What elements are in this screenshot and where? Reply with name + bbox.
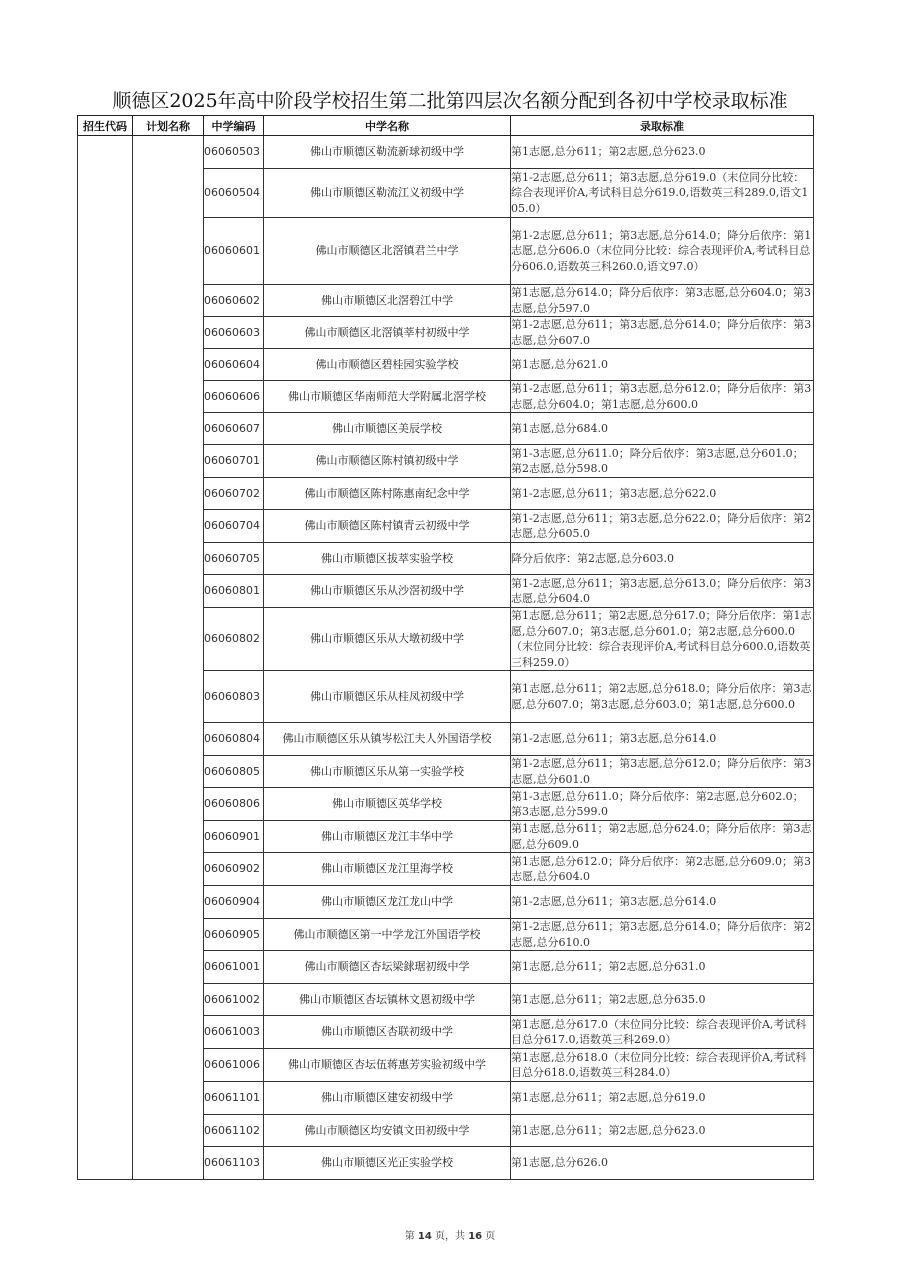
table-row bbox=[78, 136, 814, 169]
school-code-cell: 06060804 bbox=[204, 723, 264, 756]
criteria-cell: 第1-2志愿,总分611；第3志愿,总分614.0；降分后依序：第3志愿,总分607.0 bbox=[511, 317, 814, 349]
plan-name-cell bbox=[133, 136, 204, 1180]
footer-suffix: 页 bbox=[485, 1231, 496, 1242]
criteria-cell: 第1志愿,总分617.0（末位同分比较：综合表现评价A,考试科目总分617.0,语数英三科269.0） bbox=[511, 1016, 814, 1049]
school-code-cell: 06060607 bbox=[204, 413, 264, 445]
enroll-code-cell bbox=[78, 136, 133, 1180]
criteria-cell: 第1志愿,总分618.0（末位同分比较：综合表现评价A,考试科目总分618.0,语数英三科284.0） bbox=[511, 1049, 814, 1082]
school-name-cell: 佛山市顺德区光正实验学校 bbox=[264, 1147, 511, 1180]
school-code-cell: 06061001 bbox=[204, 951, 264, 984]
criteria-cell: 第1-3志愿,总分611.0；降分后依序：第3志愿,总分601.0；第2志愿,总分598.0 bbox=[511, 445, 814, 478]
school-name-cell: 佛山市顺德区杏坛镇林文恩初级中学 bbox=[264, 984, 511, 1016]
criteria-cell: 第1-2志愿,总分611；第3志愿,总分622.0；降分后依序：第2志愿,总分605.0 bbox=[511, 510, 814, 543]
criteria-cell: 第1-2志愿,总分611；第3志愿,总分614.0；降分后依序：第1志愿,总分606.0（末位同分比较：综合表现评价A,考试科目总分606.0,语数英三科260.0,语文97.0） bbox=[511, 218, 814, 285]
criteria-cell: 第1-2志愿,总分611；第3志愿,总分614.0 bbox=[511, 886, 814, 919]
criteria-cell: 降分后依序：第2志愿,总分603.0 bbox=[511, 543, 814, 575]
school-name-cell: 佛山市顺德区龙江龙山中学 bbox=[264, 886, 511, 919]
current-page-number: 14 bbox=[417, 1231, 432, 1242]
table-header-row bbox=[78, 116, 814, 136]
school-name-cell: 佛山市顺德区华南师范大学附属北滘学校 bbox=[264, 381, 511, 413]
criteria-cell: 第1-2志愿,总分611；第3志愿,总分622.0 bbox=[511, 478, 814, 510]
criteria-cell: 第1志愿,总分684.0 bbox=[511, 413, 814, 445]
school-code-cell: 06060702 bbox=[204, 478, 264, 510]
school-name-cell: 佛山市顺德区北滘镇君兰中学 bbox=[264, 218, 511, 285]
table-body bbox=[78, 136, 814, 1180]
school-code-cell: 06060901 bbox=[204, 821, 264, 853]
school-code-cell: 06060602 bbox=[204, 285, 264, 317]
school-name-cell: 佛山市顺德区乐从镇岑松江夫人外国语学校 bbox=[264, 723, 511, 756]
school-code-cell: 06061002 bbox=[204, 984, 264, 1016]
criteria-cell: 第1志愿,总分611；第2志愿,总分635.0 bbox=[511, 984, 814, 1016]
school-code-cell: 06060606 bbox=[204, 381, 264, 413]
page-footer bbox=[0, 1227, 900, 1242]
criteria-cell: 第1志愿,总分611；第2志愿,总分619.0 bbox=[511, 1082, 814, 1115]
criteria-cell: 第1志愿,总分611；第2志愿,总分618.0；降分后依序：第3志愿,总分607.0；第3志愿,总分603.0；第1志愿,总分600.0 bbox=[511, 671, 814, 723]
school-name-cell: 佛山市顺德区乐从第一实验学校 bbox=[264, 756, 511, 788]
school-name-cell: 佛山市顺德区均安镇文田初级中学 bbox=[264, 1115, 511, 1147]
school-code-cell: 06060904 bbox=[204, 886, 264, 919]
school-code-cell: 06060803 bbox=[204, 671, 264, 723]
header-school-name: 中学名称 bbox=[264, 116, 511, 136]
school-code-cell: 06060601 bbox=[204, 218, 264, 285]
criteria-cell: 第1-2志愿,总分611；第3志愿,总分612.0；降分后依序：第3志愿,总分604.0；第1志愿,总分600.0 bbox=[511, 381, 814, 413]
school-name-cell: 佛山市顺德区第一中学龙江外国语学校 bbox=[264, 919, 511, 951]
school-name-cell: 佛山市顺德区乐从大墩初级中学 bbox=[264, 608, 511, 671]
school-code-cell: 06061003 bbox=[204, 1016, 264, 1049]
criteria-cell: 第1志愿,总分611；第2志愿,总分623.0 bbox=[511, 136, 814, 169]
school-code-cell: 06060604 bbox=[204, 349, 264, 381]
school-code-cell: 06060806 bbox=[204, 788, 264, 821]
criteria-cell: 第1志愿,总分626.0 bbox=[511, 1147, 814, 1180]
total-page-number: 16 bbox=[468, 1231, 483, 1242]
criteria-cell: 第1志愿,总分611；第2志愿,总分631.0 bbox=[511, 951, 814, 984]
admission-standards-table bbox=[77, 115, 814, 1180]
school-code-cell: 06061102 bbox=[204, 1115, 264, 1147]
school-name-cell: 佛山市顺德区拔萃实验学校 bbox=[264, 543, 511, 575]
school-name-cell: 佛山市顺德区陈村镇青云初级中学 bbox=[264, 510, 511, 543]
school-name-cell: 佛山市顺德区北滘镇莘村初级中学 bbox=[264, 317, 511, 349]
school-name-cell: 佛山市顺德区勒流新球初级中学 bbox=[264, 136, 511, 169]
school-name-cell: 佛山市顺德区北滘碧江中学 bbox=[264, 285, 511, 317]
school-name-cell: 佛山市顺德区陈村陈惠南纪念中学 bbox=[264, 478, 511, 510]
document-title: 顺德区2025年高中阶段学校招生第二批第四层次名额分配到各初中学校录取标准 bbox=[112, 90, 788, 112]
school-code-cell: 06060705 bbox=[204, 543, 264, 575]
criteria-cell: 第1志愿,总分621.0 bbox=[511, 349, 814, 381]
school-code-cell: 06060905 bbox=[204, 919, 264, 951]
criteria-cell: 第1志愿,总分611；第2志愿,总分623.0 bbox=[511, 1115, 814, 1147]
school-name-cell: 佛山市顺德区建安初级中学 bbox=[264, 1082, 511, 1115]
school-code-cell: 06060504 bbox=[204, 169, 264, 218]
school-name-cell: 佛山市顺德区杏联初级中学 bbox=[264, 1016, 511, 1049]
school-code-cell: 06061101 bbox=[204, 1082, 264, 1115]
criteria-cell: 第1-2志愿,总分611；第3志愿,总分619.0（末位同分比较：综合表现评价A,考试科目总分619.0,语数英三科289.0,语文105.0） bbox=[511, 169, 814, 218]
criteria-cell: 第1志愿,总分614.0；降分后依序：第3志愿,总分604.0；第3志愿,总分597.0 bbox=[511, 285, 814, 317]
school-name-cell: 佛山市顺德区勒流江义初级中学 bbox=[264, 169, 511, 218]
header-school-code: 中学编码 bbox=[204, 116, 264, 136]
footer-prefix: 第 bbox=[404, 1231, 415, 1242]
criteria-cell: 第1志愿,总分611；第2志愿,总分617.0；降分后依序：第1志愿,总分607.0；第3志愿,总分601.0；第2志愿,总分600.0（末位同分比较：综合表现评价A,考试科目总分600.0,语数英三科259.0） bbox=[511, 608, 814, 671]
school-name-cell: 佛山市顺德区美辰学校 bbox=[264, 413, 511, 445]
school-name-cell: 佛山市顺德区乐从桂凤初级中学 bbox=[264, 671, 511, 723]
school-code-cell: 06060902 bbox=[204, 853, 264, 886]
school-code-cell: 06060805 bbox=[204, 756, 264, 788]
school-code-cell: 06060701 bbox=[204, 445, 264, 478]
school-code-cell: 06061006 bbox=[204, 1049, 264, 1082]
school-name-cell: 佛山市顺德区碧桂园实验学校 bbox=[264, 349, 511, 381]
criteria-cell: 第1-2志愿,总分611；第3志愿,总分613.0；降分后依序：第3志愿,总分604.0 bbox=[511, 575, 814, 608]
header-plan-name: 计划名称 bbox=[133, 116, 204, 136]
school-code-cell: 06060603 bbox=[204, 317, 264, 349]
school-code-cell: 06060802 bbox=[204, 608, 264, 671]
school-name-cell: 佛山市顺德区乐从沙滘初级中学 bbox=[264, 575, 511, 608]
criteria-cell: 第1-2志愿,总分611；第3志愿,总分614.0；降分后依序：第2志愿,总分610.0 bbox=[511, 919, 814, 951]
school-code-cell: 06060801 bbox=[204, 575, 264, 608]
school-name-cell: 佛山市顺德区陈村镇初级中学 bbox=[264, 445, 511, 478]
criteria-cell: 第1-2志愿,总分611；第3志愿,总分612.0；降分后依序：第3志愿,总分601.0 bbox=[511, 756, 814, 788]
criteria-cell: 第1-3志愿,总分611.0；降分后依序：第2志愿,总分602.0；第3志愿,总分599.0 bbox=[511, 788, 814, 821]
criteria-cell: 第1志愿,总分611；第2志愿,总分624.0；降分后依序：第3志愿,总分609.0 bbox=[511, 821, 814, 853]
school-name-cell: 佛山市顺德区英华学校 bbox=[264, 788, 511, 821]
school-name-cell: 佛山市顺德区杏坛梁銶琚初级中学 bbox=[264, 951, 511, 984]
school-code-cell: 06061103 bbox=[204, 1147, 264, 1180]
criteria-cell: 第1志愿,总分612.0；降分后依序：第2志愿,总分609.0；第3志愿,总分604.0 bbox=[511, 853, 814, 886]
school-code-cell: 06060704 bbox=[204, 510, 264, 543]
school-name-cell: 佛山市顺德区杏坛伍蒋惠芳实验初级中学 bbox=[264, 1049, 511, 1082]
footer-middle: 页，共 bbox=[435, 1231, 465, 1242]
header-criteria: 录取标准 bbox=[511, 116, 814, 136]
school-name-cell: 佛山市顺德区龙江里海学校 bbox=[264, 853, 511, 886]
criteria-cell: 第1-2志愿,总分611；第3志愿,总分614.0 bbox=[511, 723, 814, 756]
header-enroll-code: 招生代码 bbox=[78, 116, 133, 136]
school-name-cell: 佛山市顺德区龙江丰华中学 bbox=[264, 821, 511, 853]
school-code-cell: 06060503 bbox=[204, 136, 264, 169]
